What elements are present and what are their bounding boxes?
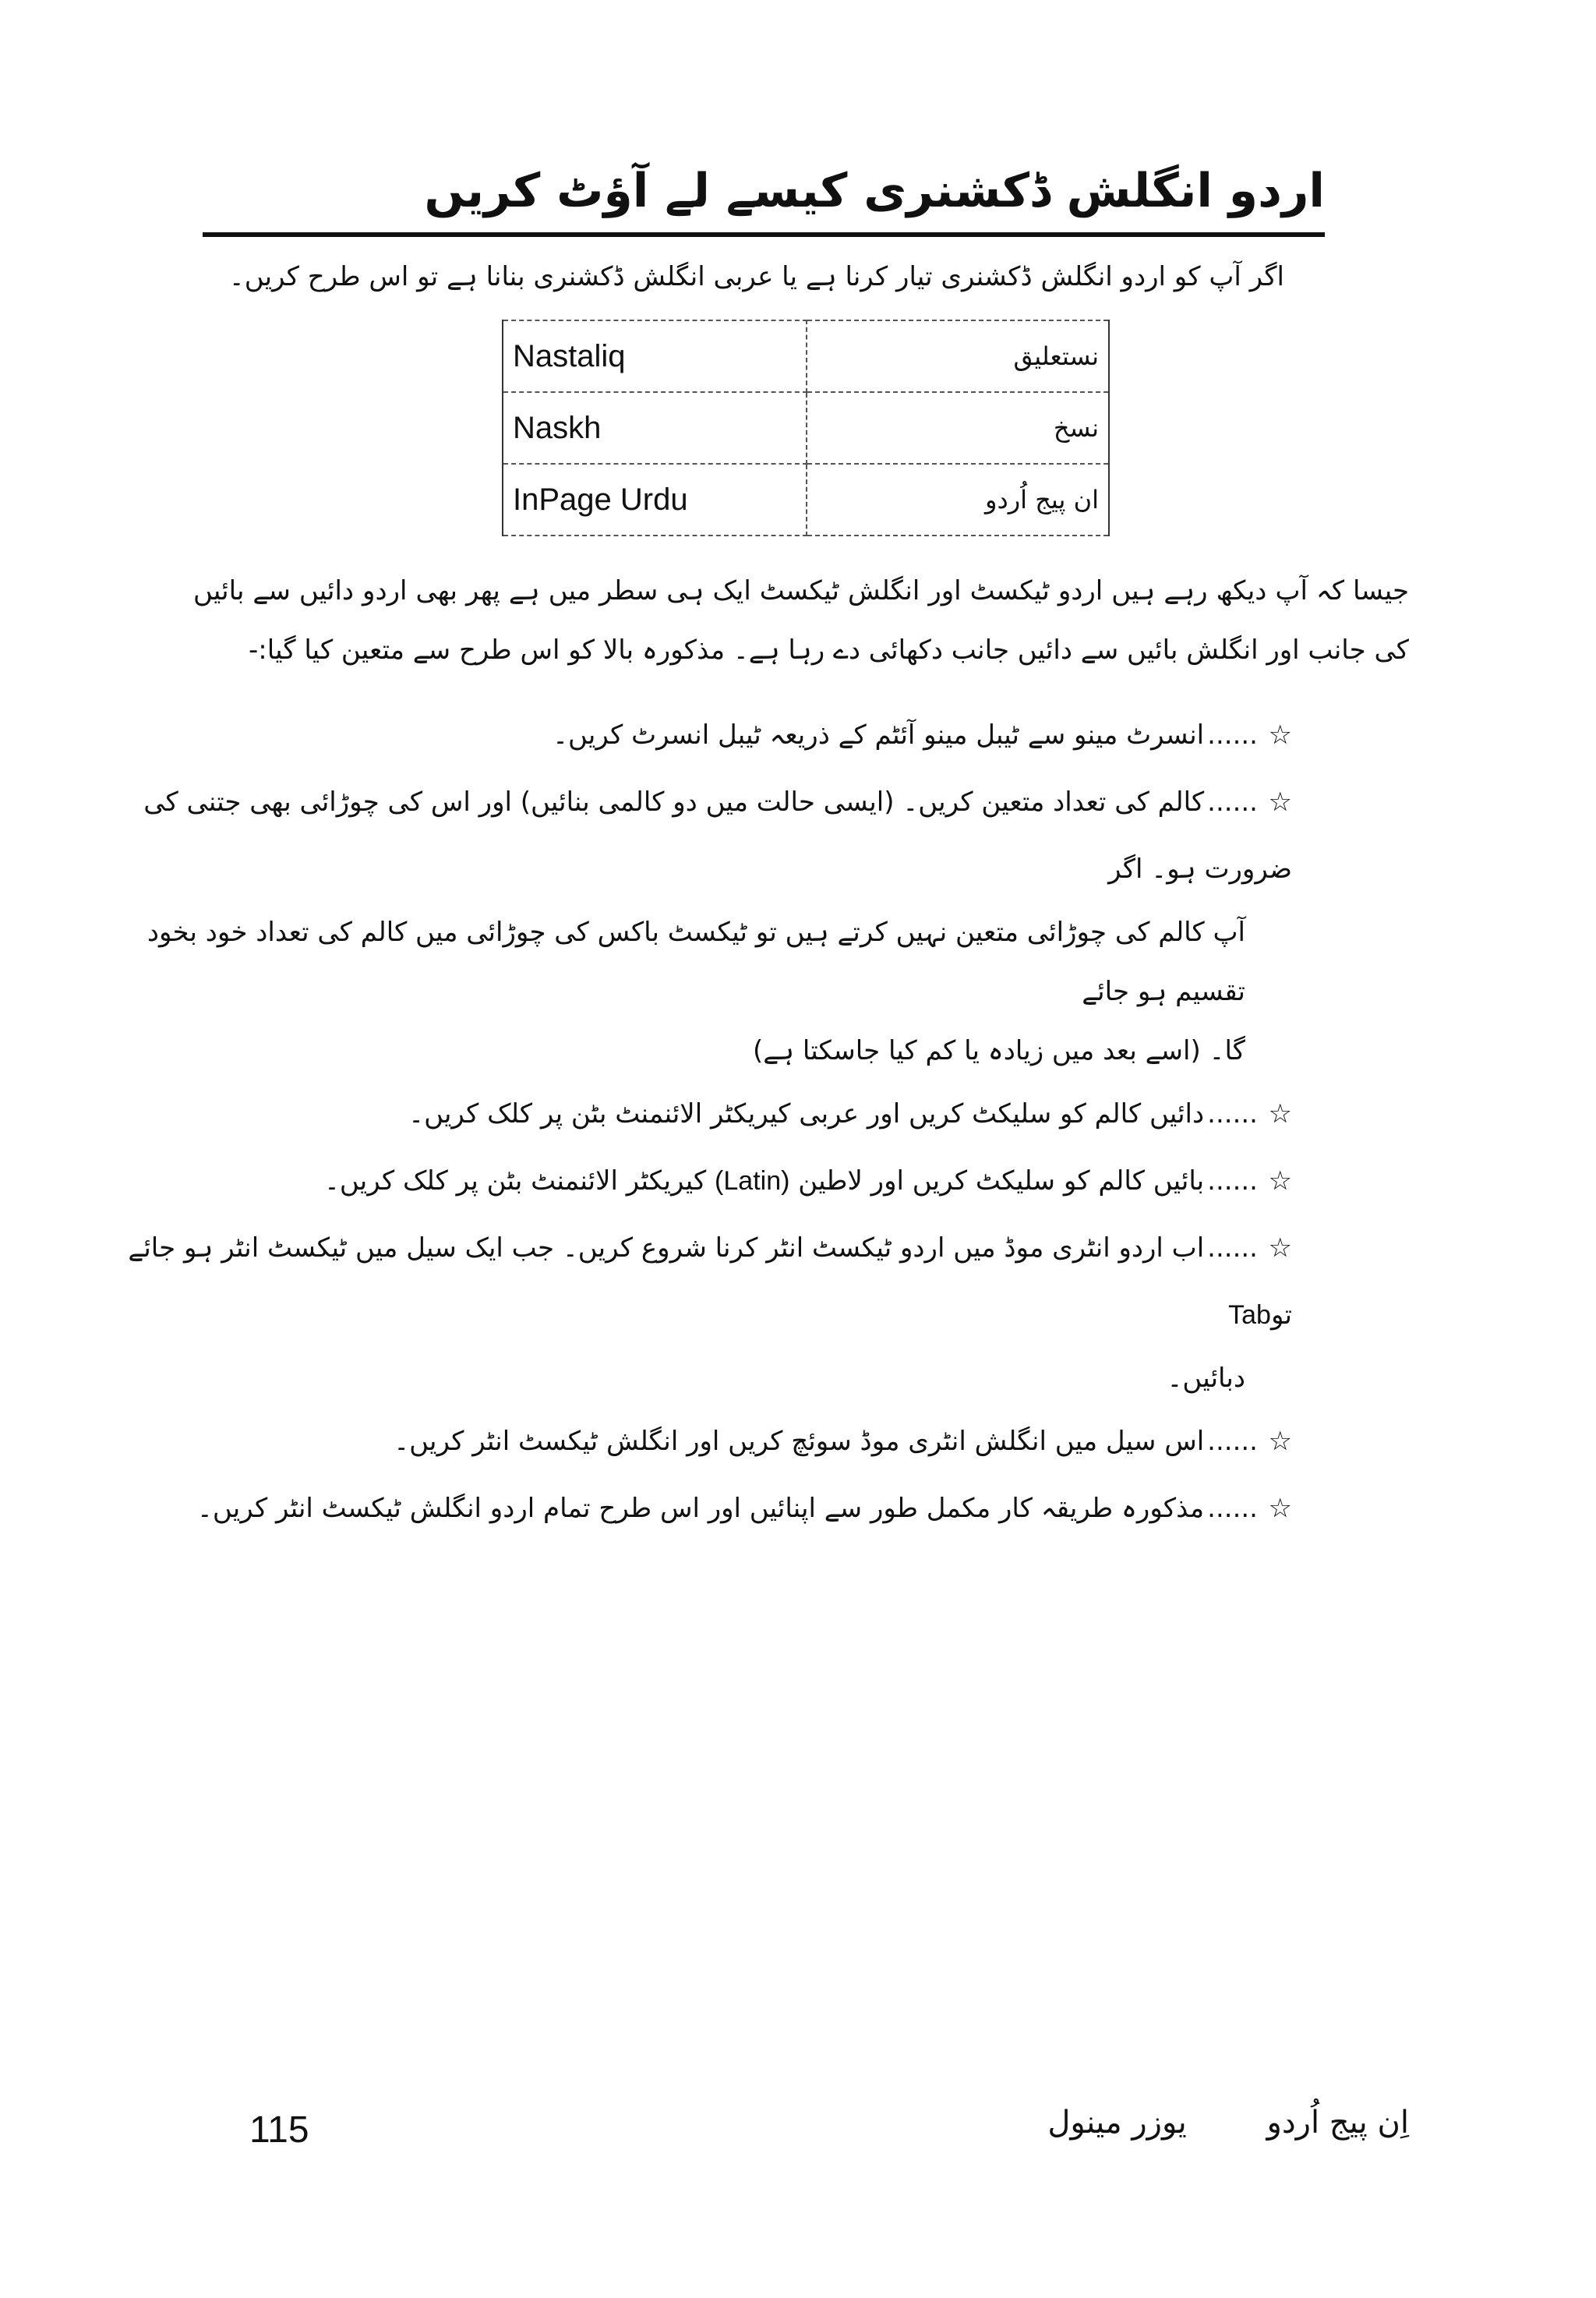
font-comparison-table — [502, 320, 1110, 536]
step-text: اب اردو انٹری موڈ میں اردو ٹیکسٹ انٹر کرنا شروع کریں۔ جب ایک سیل میں ٹیکسٹ انٹر ہو جائے تو — [128, 1232, 1292, 1331]
footer-product: اِن پیج اُردو — [1266, 2105, 1409, 2141]
step-dots: ...... — [1207, 1098, 1258, 1130]
page-title: اردو انگلش ڈکشنری کیسے لے آؤٹ کریں — [424, 164, 1325, 218]
step-dots: ...... — [1207, 787, 1258, 818]
step-text: مذکورہ طریقہ کار مکمل طور سے اپنائیں اور اس طرح تمام اردو انگلش ٹیکسٹ انٹر کریں۔ — [196, 1493, 1205, 1524]
step-item — [185, 1408, 1292, 1475]
intro-paragraph: اگر آپ کو اردو انگلش ڈکشنری تیار کرنا ہے یا عربی انگلش ڈکشنری بنانا ہے تو اس طرح کریں۔ — [228, 261, 1284, 292]
star-icon: ☆ — [1268, 1493, 1292, 1524]
step-item — [76, 1214, 1292, 1408]
title-rule — [203, 232, 1325, 237]
table-cell-urdu: ان پیج اُردو — [807, 464, 1110, 536]
step-text: انسرٹ مینو سے ٹیبل مینو آئٹم کے ذریعہ ٹیبل انسرٹ کریں۔ — [553, 719, 1205, 751]
page-number: 115 — [249, 2109, 309, 2151]
star-icon: ☆ — [1268, 787, 1292, 818]
star-icon: ☆ — [1268, 1165, 1292, 1197]
step-item — [185, 1080, 1292, 1147]
step-latin-word: Tab — [1228, 1300, 1271, 1330]
step-dots: ...... — [1207, 1493, 1258, 1524]
step-item — [185, 1147, 1292, 1214]
table-cell-urdu: نسخ — [807, 392, 1110, 464]
step-text: کیریکٹر الائنمنٹ بٹن پر کلک کریں۔ — [323, 1165, 707, 1197]
star-icon: ☆ — [1268, 1098, 1292, 1130]
step-text: اس سیل میں انگلش انٹری موڈ سوئچ کریں اور انگلش ٹیکسٹ انٹر کریں۔ — [394, 1426, 1205, 1457]
table-row — [503, 464, 1109, 536]
step-dots: ...... — [1207, 1165, 1258, 1197]
step-dots: ...... — [1207, 1426, 1258, 1457]
step-item — [185, 1475, 1292, 1542]
table-row — [503, 392, 1109, 464]
table-cell-urdu: نستعلیق — [807, 320, 1110, 392]
star-icon: ☆ — [1268, 1232, 1292, 1264]
step-item — [185, 702, 1292, 769]
step-continuation: دبائیں۔ — [1167, 1363, 1245, 1394]
table-cell-english: Naskh — [503, 392, 807, 464]
star-icon: ☆ — [1268, 1426, 1292, 1457]
step-text: کالم کی تعداد متعین کریں۔ (ایسی حالت میں دو کالمی بنائیں) اور اس کی چوڑائی بھی جتنی کی ضرورت ہو۔ اگر — [143, 787, 1292, 885]
star-icon: ☆ — [1268, 719, 1292, 751]
table-cell-english: InPage Urdu — [503, 464, 807, 536]
table-row — [503, 320, 1109, 392]
step-continuation: گا۔ (اسے بعد میں زیادہ یا کم کیا جاسکتا ہے) — [752, 1035, 1245, 1066]
footer-brand — [1047, 2105, 1409, 2141]
step-dots: ...... — [1207, 1232, 1258, 1264]
step-dots: ...... — [1207, 719, 1258, 751]
step-item — [76, 769, 1292, 1080]
footer-manual: یوزر مینول — [1047, 2105, 1187, 2141]
steps-list — [128, 702, 1292, 1542]
step-latin-word: (Latin) — [715, 1166, 790, 1196]
explanation-paragraph: جیسا کہ آپ دیکھ رہے ہیں اردو ٹیکسٹ اور انگلش ٹیکسٹ ایک ہی سطر میں ہے پھر بھی اردو دائیں سے بائیں کی جانب اور انگلش بائیں سے دائیں جانب دکھائی دے رہا ہے۔ مذکورہ بالا کو اس طرح سے متعین کیا گیا:- — [193, 575, 1409, 666]
step-text: بائیں کالم کو سلیکٹ کریں اور لاطین — [798, 1165, 1205, 1197]
table-cell-english: Nastaliq — [503, 320, 807, 392]
step-text: دائیں کالم کو سلیکٹ کریں اور عربی کیریکٹر الائنمنٹ بٹن پر کلک کریں۔ — [408, 1098, 1205, 1130]
step-continuation: آپ کالم کی چوڑائی متعین نہیں کرتے ہیں تو ٹیکسٹ باکس کی چوڑائی میں کالم کی تعداد خود بخود تقسیم ہو جائے — [147, 917, 1245, 1007]
